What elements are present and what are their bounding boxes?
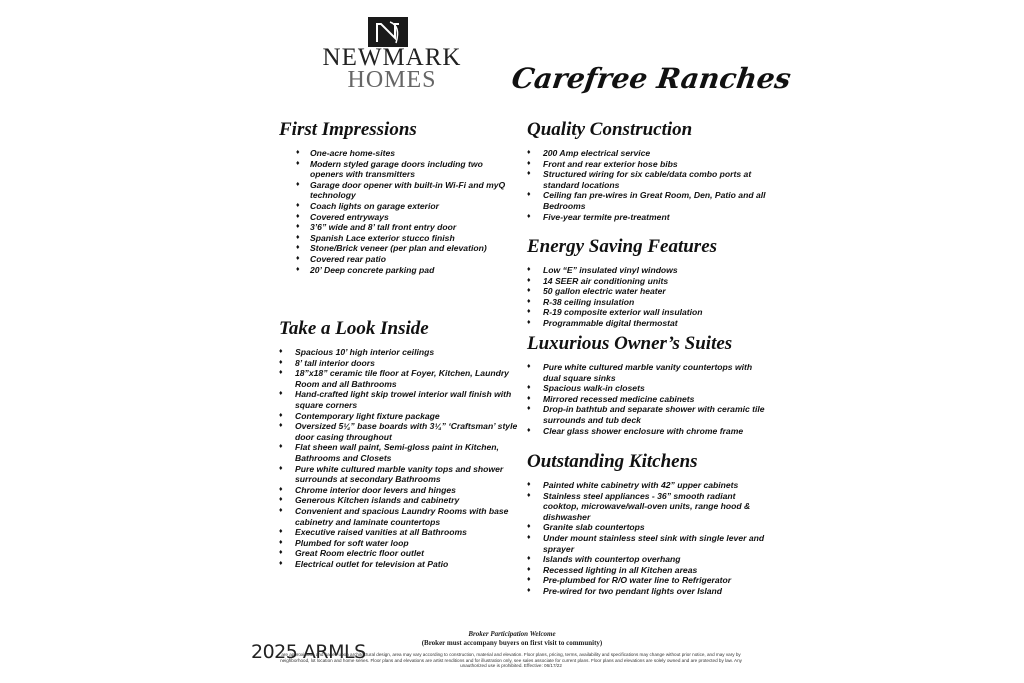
list-item-text: 14 SEER air conditioning units	[543, 275, 669, 286]
list-item	[527, 394, 767, 405]
list-item	[527, 190, 767, 211]
section-first-impressions	[279, 119, 509, 275]
list-item-text: Programmable digital thermostat	[543, 317, 678, 328]
feature-list	[527, 362, 767, 436]
list-item	[279, 527, 519, 538]
list-item	[279, 548, 519, 559]
list-item-text: Spanish Lace exterior stucco finish	[310, 232, 455, 243]
diamond-bullet-icon: ♦	[279, 464, 283, 472]
list-item	[527, 297, 767, 308]
diamond-bullet-icon: ♦	[296, 159, 300, 167]
list-item	[527, 159, 767, 170]
footer-title: Broker Participation Welcome	[468, 630, 556, 638]
list-item	[527, 383, 767, 394]
list-item	[527, 480, 767, 491]
section-heading: Outstanding Kitchens	[527, 451, 698, 472]
section-heading: Energy Saving Features	[527, 236, 718, 257]
diamond-bullet-icon: ♦	[527, 384, 531, 392]
list-item	[279, 559, 519, 570]
diamond-bullet-icon: ♦	[527, 159, 531, 167]
list-item	[527, 307, 767, 318]
section-heading: Luxurious Owner’s Suites	[527, 333, 733, 354]
list-item	[279, 389, 519, 410]
list-item	[527, 586, 767, 597]
list-item	[279, 159, 509, 180]
list-item	[279, 180, 509, 201]
diamond-bullet-icon: ♦	[527, 586, 531, 594]
diamond-bullet-icon: ♦	[279, 496, 283, 504]
watermark: 2025 ARMLS	[251, 641, 366, 663]
list-item-text: Under mount stainless steel sink with single lever and sprayer	[543, 532, 765, 554]
section-quality-construction	[527, 119, 767, 222]
list-item	[279, 421, 519, 442]
feature-list	[279, 347, 519, 569]
diamond-bullet-icon: ♦	[279, 528, 283, 536]
list-item-text: Coach lights on garage exterior	[310, 200, 439, 211]
feature-list	[527, 265, 767, 329]
list-item	[527, 404, 767, 425]
section-energy-saving	[527, 236, 767, 329]
diamond-bullet-icon: ♦	[527, 308, 531, 316]
list-item-text: Ceiling fan pre-wires in Great Room, Den, Patio and all Bedrooms	[543, 190, 766, 211]
list-item	[527, 575, 767, 586]
diamond-bullet-icon: ♦	[296, 223, 300, 231]
list-item	[279, 411, 519, 422]
list-item-text: Painted white cabinetry with 42” upper cabinets	[543, 480, 739, 490]
list-item-text: Clear glass shower enclosure with chrome frame	[543, 425, 744, 436]
list-item-text: Granite slab countertops	[543, 522, 645, 533]
feature-list	[279, 148, 509, 275]
diamond-bullet-icon: ♦	[279, 538, 283, 546]
list-item-text: Islands with countertop overhang	[543, 554, 681, 565]
list-item	[527, 276, 767, 287]
diamond-bullet-icon: ♦	[296, 201, 300, 209]
diamond-bullet-icon: ♦	[296, 265, 300, 273]
list-item	[527, 565, 767, 576]
list-item	[279, 538, 519, 549]
list-item-text: 20’ Deep concrete parking pad	[310, 264, 435, 275]
diamond-bullet-icon: ♦	[279, 369, 283, 377]
diamond-bullet-icon: ♦	[527, 405, 531, 413]
list-item-text: Modern styled garage doors including two openers with transmitters	[310, 158, 483, 180]
diamond-bullet-icon: ♦	[527, 523, 531, 531]
list-item	[279, 233, 509, 244]
list-item-text: R-38 ceiling insulation	[543, 296, 635, 307]
diamond-bullet-icon: ♦	[527, 318, 531, 326]
list-item	[279, 148, 509, 159]
list-item-text: Covered rear patio	[310, 253, 386, 264]
diamond-bullet-icon: ♦	[527, 149, 531, 156]
feature-list	[527, 148, 767, 222]
list-item	[527, 148, 767, 159]
list-item	[527, 533, 767, 554]
diamond-bullet-icon: ♦	[527, 533, 531, 541]
list-item-text: Pure white cultured marble vanity countertops with dual square sinks	[543, 362, 753, 383]
list-item-text: 3’6” wide and 8’ tall front entry door	[310, 222, 457, 233]
diamond-bullet-icon: ♦	[527, 212, 531, 220]
section-heading: Quality Construction	[527, 119, 693, 140]
list-item	[279, 201, 509, 212]
diamond-bullet-icon: ♦	[279, 559, 283, 567]
list-item	[279, 243, 509, 254]
list-item	[279, 254, 509, 265]
section-heading: First Impressions	[279, 119, 417, 140]
list-item-text: 200 Amp electrical service	[543, 148, 651, 158]
list-item	[279, 347, 519, 358]
diamond-bullet-icon: ♦	[527, 394, 531, 402]
list-item-text: Chrome interior door levers and hinges	[295, 484, 456, 495]
diamond-bullet-icon: ♦	[279, 390, 283, 398]
list-item	[279, 265, 509, 276]
list-item-text: Drop-in bathtub and separate shower with ceramic tile surrounds and tub deck	[543, 404, 765, 425]
diamond-bullet-icon: ♦	[279, 422, 283, 430]
list-item-text: Front and rear exterior hose bibs	[543, 158, 678, 169]
list-item-text: Stainless steel appliances - 36” smooth radiant cooktop, microwave/wall-oven units, range hood & dishwasher	[543, 490, 751, 522]
diamond-bullet-icon: ♦	[296, 180, 300, 188]
list-item	[527, 169, 767, 190]
list-item-text: 18”x18” ceramic tile floor at Foyer, Kitchen, Laundry Room and all Bathrooms	[295, 368, 509, 389]
diamond-bullet-icon: ♦	[527, 276, 531, 284]
list-item-text: One-acre home-sites	[310, 148, 396, 158]
list-item	[279, 212, 509, 223]
list-item-text: Mirrored recessed medicine cabinets	[543, 393, 695, 404]
list-item	[527, 265, 767, 276]
list-item	[527, 318, 767, 329]
diamond-bullet-icon: ♦	[279, 485, 283, 493]
list-item	[279, 506, 519, 527]
list-item	[279, 495, 519, 506]
brand-name-line2: HOMES	[347, 67, 437, 93]
section-owners-suites	[527, 333, 767, 436]
list-item-text: Pre-wired for two pendant lights over Island	[543, 585, 723, 596]
section-take-a-look-inside	[279, 318, 519, 569]
list-item-text: Convenient and spacious Laundry Rooms with base cabinetry and laminate countertops	[295, 505, 509, 527]
diamond-bullet-icon: ♦	[296, 254, 300, 262]
list-item	[279, 368, 519, 389]
footer-disclaimer: are approximate and based upon architectural design, area may vary according to construction, material and elevation. Floor plans, pricing, terms, availability and specifications may change without prior notice, and may vary by neighborhood, lot location and home series. Floor plans and elevations are artist renditions and for illustration only, see sales associate for current plans. Floor plans and elevations are solely owned and are protected by law. Any unauthorized use is prohibited. Effective: 06/17/22	[280, 652, 742, 669]
list-item-text: Pre-plumbed for R/O water line to Refrigerator	[543, 575, 732, 586]
list-item	[279, 442, 519, 463]
diamond-bullet-icon: ♦	[527, 555, 531, 563]
diamond-bullet-icon: ♦	[279, 443, 283, 451]
diamond-bullet-icon: ♦	[527, 576, 531, 584]
list-item	[279, 358, 519, 369]
list-item	[279, 222, 509, 233]
diamond-bullet-icon: ♦	[296, 212, 300, 220]
diamond-bullet-icon: ♦	[527, 287, 531, 295]
list-item-text: Stone/Brick veneer (per plan and elevation)	[310, 243, 487, 254]
list-item-text: Structured wiring for six cable/data combo ports at standard locations	[543, 169, 752, 190]
list-item	[527, 426, 767, 437]
section-heading: Take a Look Inside	[279, 318, 429, 339]
diamond-bullet-icon: ♦	[296, 244, 300, 252]
diamond-bullet-icon: ♦	[279, 549, 283, 557]
diamond-bullet-icon: ♦	[279, 348, 283, 355]
list-item-text: Executive raised vanities at all Bathrooms	[295, 527, 467, 538]
list-item-text: Great Room electric floor outlet	[295, 548, 424, 559]
list-item-text: Plumbed for soft water loop	[295, 537, 409, 548]
list-item-text: Recessed lighting in all Kitchen areas	[543, 564, 698, 575]
list-item	[279, 485, 519, 496]
list-item-text: Spacious 10’ high interior ceilings	[295, 347, 435, 357]
list-item-text: Covered entryways	[310, 211, 389, 222]
diamond-bullet-icon: ♦	[527, 491, 531, 499]
list-item-text: Oversized 5¼” base boards with 3¼” ‘Craftsman’ style door casing throughout	[295, 421, 518, 442]
diamond-bullet-icon: ♦	[527, 297, 531, 305]
list-item-text: Contemporary light fixture package	[295, 410, 440, 421]
list-item-text: 50 gallon electric water heater	[543, 286, 666, 297]
list-item-text: Pure white cultured marble vanity tops and shower surrounds at secondary Bathrooms	[295, 463, 504, 485]
community-title: Carefree Ranches	[509, 62, 793, 95]
newmark-logo-icon	[368, 17, 408, 47]
list-item-text: Spacious walk-in closets	[543, 383, 645, 394]
section-kitchens	[527, 451, 767, 597]
list-item	[527, 522, 767, 533]
diamond-bullet-icon: ♦	[527, 565, 531, 573]
list-item-text: Flat sheen wall paint, Semi-gloss paint in Kitchen, Bathrooms and Closets	[295, 442, 499, 463]
list-item-text: Garage door opener with built-in Wi-Fi and myQ technology	[310, 179, 506, 201]
list-item-text: 8’ tall interior doors	[295, 357, 375, 368]
diamond-bullet-icon: ♦	[279, 506, 283, 514]
list-item-text: Hand-crafted light skip trowel interior wall finish with square corners	[295, 389, 512, 410]
footer-subtitle: (Broker must accompany buyers on first visit to community)	[421, 639, 603, 647]
list-item	[527, 554, 767, 565]
list-item-text: Five-year termite pre-treatment	[543, 211, 670, 222]
list-item-text: R-19 composite exterior wall insulation	[543, 307, 703, 318]
brand-name-line1: NEWMARK	[322, 44, 462, 71]
list-item	[527, 212, 767, 223]
diamond-bullet-icon: ♦	[527, 363, 531, 370]
list-item	[527, 362, 767, 383]
diamond-bullet-icon: ♦	[296, 233, 300, 241]
diamond-bullet-icon: ♦	[527, 191, 531, 199]
list-item-text: Generous Kitchen islands and cabinetry	[295, 495, 460, 506]
diamond-bullet-icon: ♦	[527, 170, 531, 178]
diamond-bullet-icon: ♦	[527, 426, 531, 434]
list-item	[527, 286, 767, 297]
diamond-bullet-icon: ♦	[296, 149, 300, 156]
list-item-text: Electrical outlet for television at Patio	[295, 558, 449, 569]
diamond-bullet-icon: ♦	[527, 266, 531, 273]
diamond-bullet-icon: ♦	[279, 411, 283, 419]
feature-list	[527, 480, 767, 597]
list-item	[527, 491, 767, 523]
diamond-bullet-icon: ♦	[527, 481, 531, 488]
list-item	[279, 464, 519, 485]
list-item-text: Low “E” insulated vinyl windows	[543, 265, 678, 275]
diamond-bullet-icon: ♦	[279, 358, 283, 366]
